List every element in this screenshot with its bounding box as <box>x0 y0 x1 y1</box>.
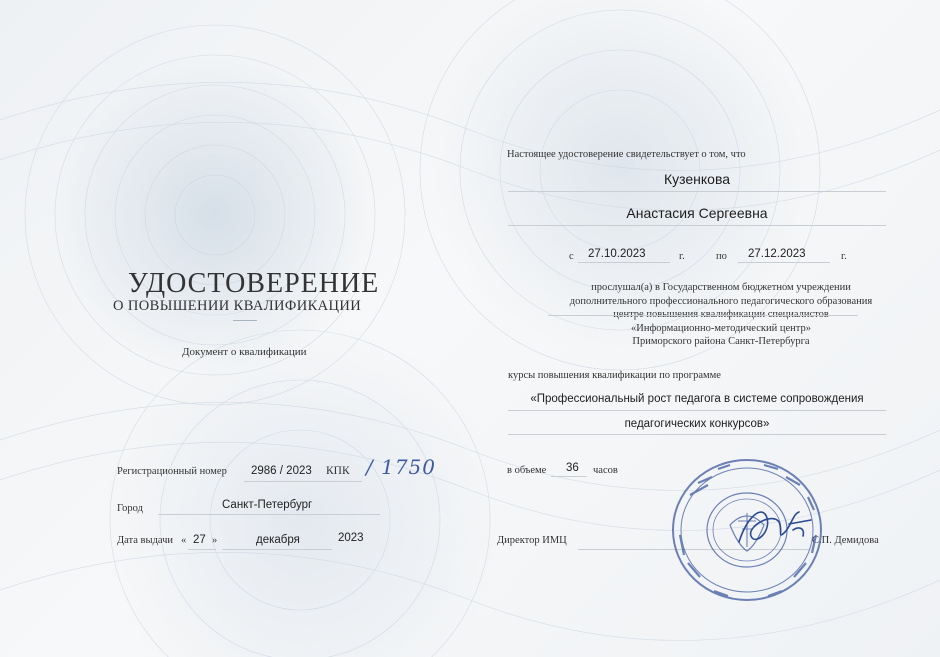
period-to: 27.12.2023 <box>748 248 806 260</box>
city-label: Город <box>117 503 143 514</box>
surname: Кузенкова <box>663 171 731 187</box>
institution-line: Приморского района Санкт-Петербурга <box>632 336 810 347</box>
issue-month-line <box>222 549 332 550</box>
program-underline-1 <box>508 410 886 411</box>
institution-line: центре повышения квалификации специалистов <box>613 309 829 320</box>
period-to-line <box>738 262 830 263</box>
institution-underline <box>548 315 858 316</box>
period-year-abbr-1: г. <box>679 251 685 262</box>
program-label: курсы повышения квалификации по программе <box>508 370 721 381</box>
program-line-2: педагогических конкурсов» <box>624 418 770 430</box>
director-label: Директор ИМЦ <box>497 535 567 546</box>
director-name: С.П. Демидова <box>812 535 879 546</box>
given-names-line <box>508 225 886 226</box>
period-year-abbr-2: г. <box>841 251 847 262</box>
surname-line <box>508 191 886 192</box>
title-divider <box>233 320 257 321</box>
period-from-line <box>578 262 670 263</box>
certificate-subtitle: О ПОВЫШЕНИИ КВАЛИФИКАЦИИ <box>113 298 362 314</box>
period-from: 27.10.2023 <box>588 248 646 260</box>
given-names: Анастасия Сергеевна <box>626 205 768 221</box>
issue-day-line <box>188 549 216 550</box>
issue-date-label: Дата выдачи <box>117 535 174 546</box>
program-underline-2 <box>508 434 886 435</box>
city-value: Санкт-Петербург <box>222 499 313 511</box>
document-type: Документ о квалификации <box>182 346 307 358</box>
institution-line: «Информационно-методический центр» <box>631 322 811 334</box>
issue-date-open-quote: « <box>181 535 187 546</box>
issue-date-month: декабря <box>256 534 300 546</box>
registration-number: 2986 / 2023 <box>251 465 312 477</box>
registration-suffix: КПК <box>326 465 350 477</box>
volume-unit: часов <box>593 465 618 476</box>
institution-line: прослушал(а) в Государственном бюджетном учреждении <box>591 282 851 293</box>
period-from-label: с <box>569 251 574 262</box>
certificate-title: УДОСТОВЕРЕНИЕ <box>128 268 380 299</box>
period-to-label: по <box>716 251 727 262</box>
intro-text: Настоящее удостоверение свидетельствует о том, что <box>507 149 746 160</box>
city-line <box>158 514 380 515</box>
director-signature <box>733 496 815 560</box>
program-line-1: «Профессиональный рост педагога в системе сопровождения <box>530 393 864 405</box>
institution-line: дополнительного профессионального педагогического образования <box>569 295 873 307</box>
issue-date-day: 27 <box>193 534 206 546</box>
registration-line <box>244 481 362 482</box>
volume-hours: 36 <box>566 462 579 474</box>
issue-date-year: 2023 <box>338 532 364 544</box>
issue-date-close-quote: » <box>212 535 218 546</box>
handwritten-number: / 1750 <box>366 455 436 479</box>
registration-label: Регистрационный номер <box>117 466 227 477</box>
volume-label: в объеме <box>507 465 547 476</box>
volume-line <box>551 476 587 477</box>
